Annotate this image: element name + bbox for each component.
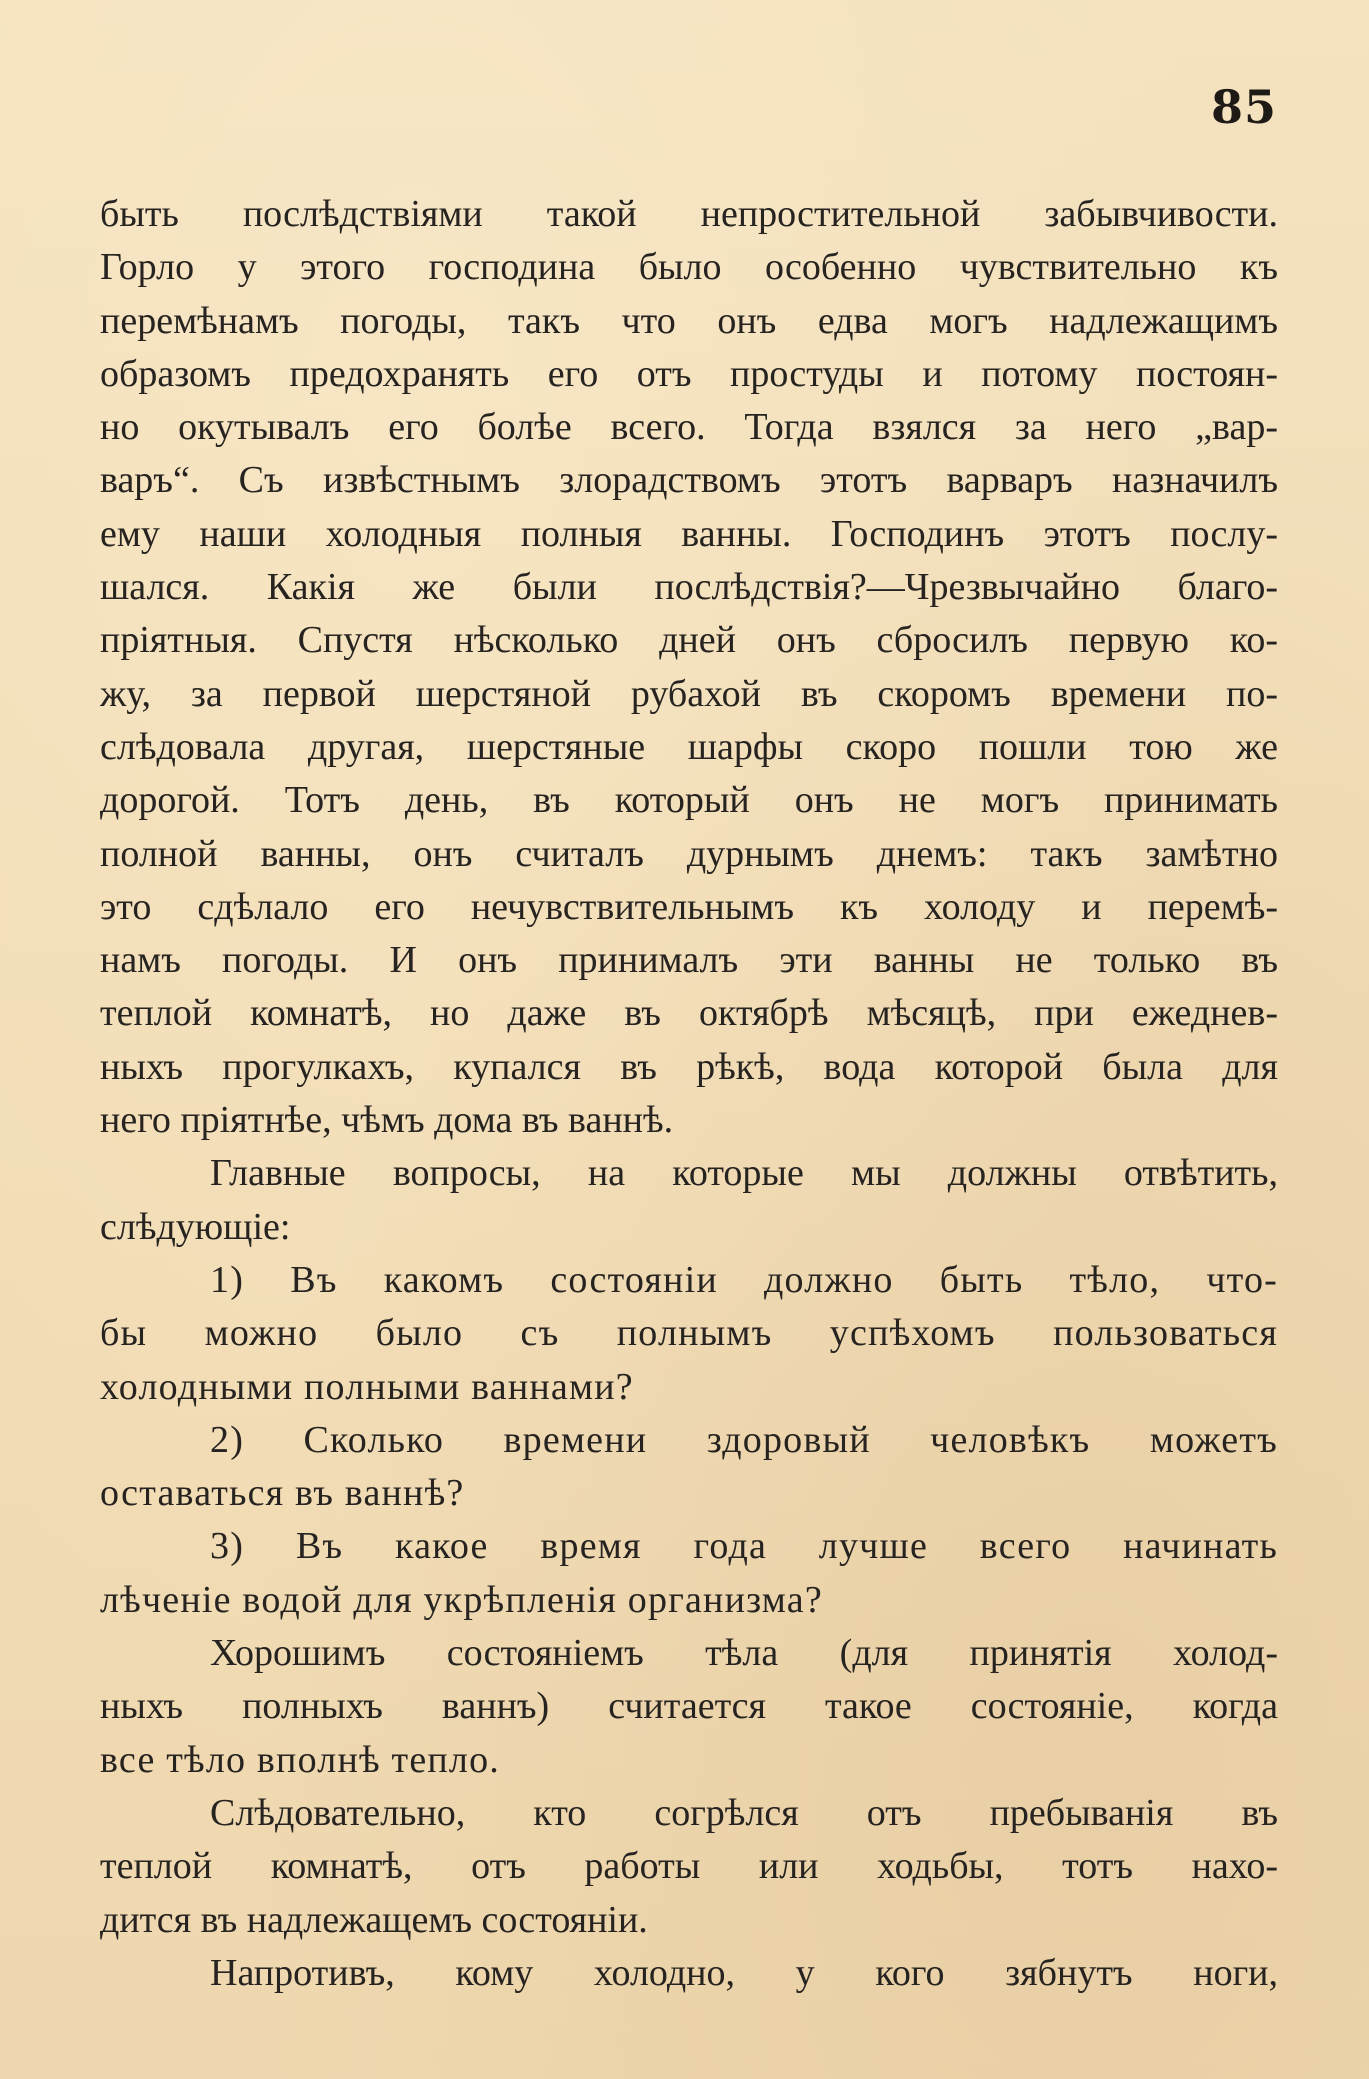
text-line: Главные вопросы, на которые мы должны отвѣтить, — [210, 1152, 1278, 1195]
text-line: образомъ предохранять его отъ простуды и потому постоян- — [100, 352, 1278, 395]
text-line: дится въ надлежащемъ состояніи. — [100, 1898, 648, 1941]
text-line: намъ погоды. И онъ принималъ эти ванны не только въ — [100, 939, 1278, 982]
text-line: все тѣло вполнѣ тепло. — [100, 1738, 500, 1781]
text-line: теплой комнатѣ, но даже въ октябрѣ мѣсяцѣ, при ежеднев- — [100, 992, 1278, 1035]
text-line: но окутывалъ его болѣе всего. Тогда взялся за него „вар- — [100, 406, 1278, 449]
text-line: ныхъ полныхъ ваннъ) считается такое состояніе, когда — [100, 1685, 1278, 1728]
text-line: бы можно было съ полнымъ успѣхомъ пользоваться — [100, 1312, 1278, 1355]
text-line: пріятныя. Спустя нѣсколько дней онъ сбросилъ первую ко- — [100, 619, 1278, 662]
text-line: перемѣнамъ погоды, такъ что онъ едва могъ надлежащимъ — [100, 299, 1278, 342]
text-line: жу, за первой шерстяной рубахой въ скоромъ времени по- — [100, 672, 1278, 715]
body-text — [100, 188, 1278, 2000]
text-line: ему наши холодныя полныя ванны. Господинъ этотъ послу- — [100, 512, 1278, 555]
text-line: шался. Какія же были послѣдствія?—Чрезвычайно благо- — [100, 566, 1278, 609]
text-line: ныхъ прогулкахъ, купался въ рѣкѣ, вода которой была для — [100, 1045, 1278, 1088]
text-line: 1) Въ какомъ состояніи должно быть тѣло, что- — [210, 1258, 1278, 1301]
text-line: слѣдующіе: — [100, 1205, 291, 1248]
text-line: Хорошимъ состояніемъ тѣла (для принятія холод- — [210, 1632, 1278, 1675]
text-line: это сдѣлало его нечувствительнымъ къ холоду и перемѣ- — [100, 885, 1278, 928]
text-line: оставаться въ ваннѣ? — [100, 1472, 465, 1515]
text-line: полной ванны, онъ считалъ дурнымъ днемъ: такъ замѣтно — [100, 832, 1278, 875]
text-line: варъ“. Съ извѣстнымъ злорадствомъ этотъ варваръ назначилъ — [100, 459, 1278, 502]
text-line: Напротивъ, кому холодно, у кого зябнутъ ноги, — [210, 1951, 1278, 1994]
text-line: Горло у этого господина было особенно чувствительно къ — [100, 246, 1278, 289]
text-line: теплой комнатѣ, отъ работы или ходьбы, тотъ нахо- — [100, 1845, 1278, 1888]
text-line: Слѣдовательно, кто согрѣлся отъ пребыванія въ — [210, 1791, 1278, 1834]
text-line: 2) Сколько времени здоровый человѣкъ можетъ — [210, 1418, 1278, 1461]
text-line: дорогой. Тотъ день, въ который онъ не могъ принимать — [100, 779, 1278, 822]
text-line: слѣдовала другая, шерстяные шарфы скоро пошли тою же — [100, 725, 1278, 768]
text-line: холодными полными ваннами? — [100, 1365, 634, 1408]
text-line: быть послѣдствіями такой непростительной забывчивости. — [100, 193, 1278, 235]
page-number: 85 — [1210, 80, 1277, 134]
text-line: лѣченіе водой для укрѣпленія организма? — [100, 1578, 823, 1621]
text-line: 3) Въ какое время года лучше всего начинать — [210, 1525, 1278, 1568]
text-line: него пріятнѣе, чѣмъ дома въ ваннѣ. — [100, 1099, 674, 1142]
